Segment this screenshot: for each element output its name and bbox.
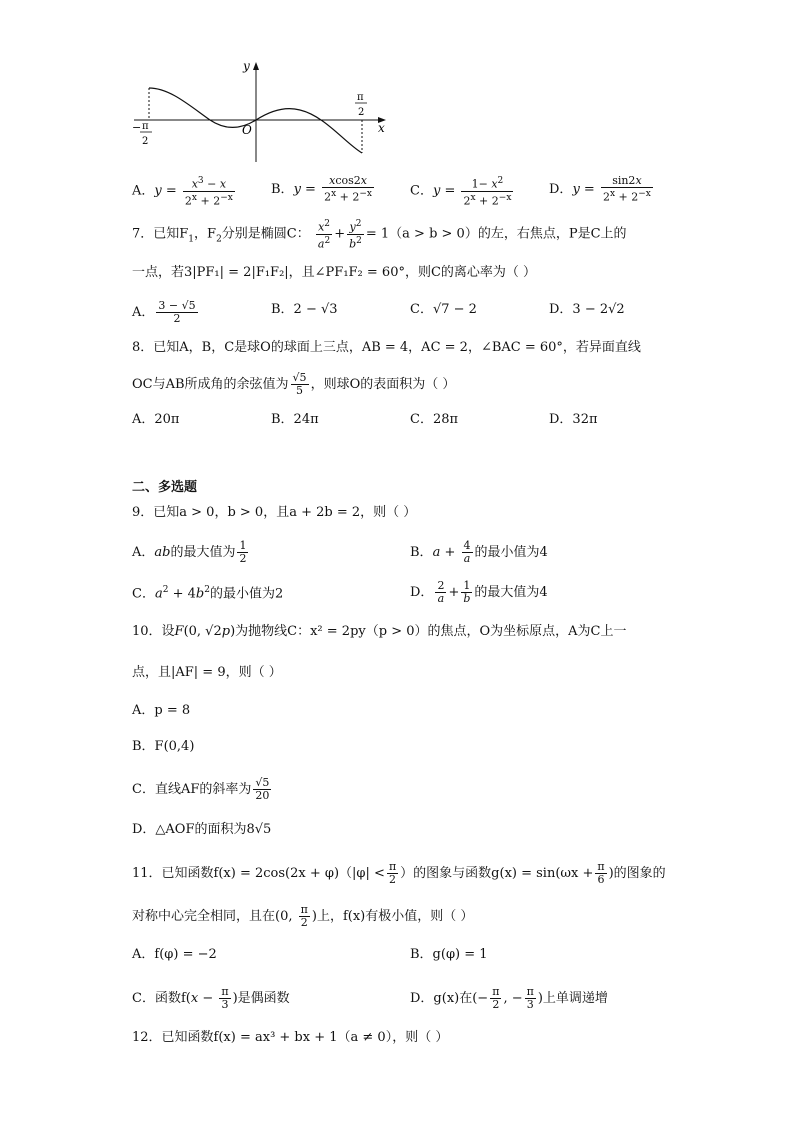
q9-option-b: B．a + $\frac{4}{a}$ 的最小值为4: [410, 539, 548, 565]
q11-stem-line2: 对称中心完全相同，且在(0, $\frac{\pi}{2}$ )上，f(x)有极小值，则（ ）: [132, 903, 474, 929]
x-label: x: [378, 121, 385, 135]
q9-option-d: D． $\frac{2}{a}$ + $\frac{1}{b}$ 的最大值为4: [410, 579, 548, 605]
q11-option-d: D．g(x)在(− $\frac{\pi}{2}$ , − $\frac{\pi}{3}$ )上单调递增: [410, 985, 608, 1011]
function-graph: [130, 58, 400, 168]
right-tick-label: [355, 92, 367, 118]
q11-stem-line1: 11．已知函数f(x) = 2cos(2x + φ)（|φ| < $\frac{\pi}{2}$ ）的图象与函数g(x) = sin(ωx + $\frac{\pi}{6}$ )的图象的: [132, 860, 666, 886]
q10-option-c: C．直线AF的斜率为 $\frac{√5}{20}$: [132, 776, 270, 802]
svg-text:−: −: [132, 121, 142, 134]
q9-option-a: A．ab的最大值为 $\frac{1}{2}$: [132, 539, 247, 565]
q8-option-b: B．24π: [271, 412, 319, 427]
q7-option-c: C．√7 − 2: [410, 302, 477, 317]
y-label: y: [243, 59, 250, 73]
q8-option-a: A．20π: [132, 412, 180, 427]
q8-option-d: D．32π: [549, 412, 598, 427]
origin-label: O: [242, 123, 252, 137]
left-tick-label: [132, 121, 152, 147]
q7-stem-line2: 一点，若3|PF₁| = 2|F₁F₂|，且∠PF₁F₂ = 60°，则C的离心率为（ ）: [132, 265, 537, 280]
q10-stem-line2: 点，且|AF| = 9，则（ ）: [132, 665, 282, 680]
q7-option-a: A． $\frac{3 - √5}{2}$: [132, 299, 196, 325]
q9-option-c: C．$a^2 + 4b^2$的最小值为2: [132, 585, 284, 602]
svg-text:π: π: [357, 92, 364, 103]
q8-option-c: C．28π: [410, 412, 459, 427]
y-axis-arrow: [253, 62, 259, 70]
q7-stem-line1: 7．已知$F_1$，$F_2$分别是椭圆C： $\frac{x^2}{a^2}$ + $\frac{y^2}{b^2}$ = 1（a > b > 0）的左，右焦点，P是C上的: [132, 219, 627, 251]
q6-option-a: A．y = $\frac{x^3 - x}{2^x + 2^{-x}}$: [132, 176, 233, 208]
q9-stem: 9．已知a > 0，b > 0，且a + 2b = 2，则（ ）: [132, 505, 417, 520]
q6-option-b: B．y = $\frac{xcos2x}{2^x + 2^{-x}}$: [271, 174, 373, 204]
section-title: 二、多选题: [132, 480, 198, 495]
svg-text:π: π: [142, 121, 149, 132]
q11-option-c: C．函数f(x − $\frac{\pi}{3}$ )是偶函数: [132, 985, 290, 1011]
q8-stem-line1: 8．已知A，B，C是球O的球面上三点，AB = 4，AC = 2，∠BAC = 60°，若异面直线: [132, 340, 641, 355]
q7-option-d: D．3 − 2√2: [549, 302, 625, 317]
q11-option-a: A．f(φ) = −2: [132, 947, 217, 962]
q12-stem: 12．已知函数f(x) = ax³ + bx + 1（a ≠ 0），则（ ）: [132, 1030, 449, 1045]
q6-option-c: C．y = $\frac{1- x^2}{2^x + 2^{-x}}$: [410, 176, 512, 208]
q10-option-b: B．F(0,4): [132, 739, 195, 754]
q6-option-d: D．y = $\frac{\sin 2x}{2^x + 2^{-x}}$: [549, 174, 651, 204]
q11-option-b: B．g(φ) = 1: [410, 947, 488, 962]
svg-text:2: 2: [358, 107, 365, 118]
svg-text:2: 2: [142, 136, 149, 147]
q10-option-a: A．p = 8: [132, 703, 191, 718]
q10-stem-line1: 10．设F(0, √2p)为抛物线C：x² = 2py（p > 0）的焦点，O为坐标原点，A为C上一: [132, 624, 627, 639]
q10-option-d: D．△AOF的面积为8√5: [132, 822, 272, 837]
q8-stem-line2: OC与AB所成角的余弦值为 $\frac{√5}{5}$ ，则球O的表面积为（ ）: [132, 371, 456, 397]
q7-option-b: B．2 − √3: [271, 302, 338, 317]
